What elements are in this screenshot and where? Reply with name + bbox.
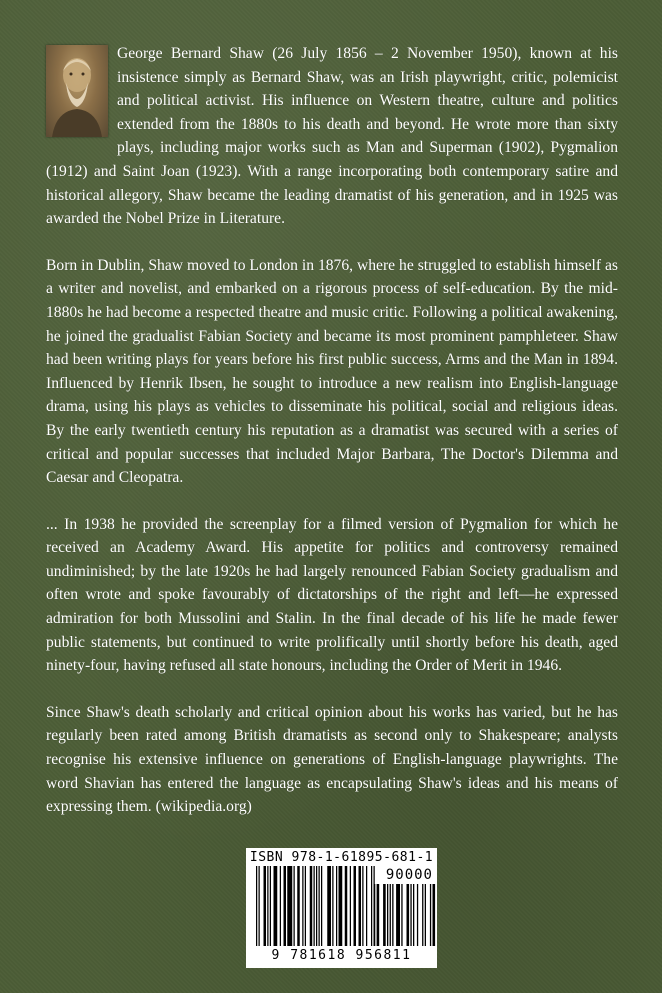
barcode-bar: [430, 884, 431, 946]
paragraph-1-text: George Bernard Shaw (26 July 1856 – 2 November 1950), known at his insistence simply as Bernard Shaw, was an Irish playwright, critic, polemicist and political activist. His influence on Western theatre, culture and politics extended from the 1880s to his death and beyond. He wrote more than sixty plays, including major works such as Man and Superman (1902), Pygmalion (1912) and Saint Joan (1923). With a range incorporating both contemporary satire and historical allegory, Shaw became the leading dramatist of his generation, and in 1925 was awarded the Nobel Prize in Literature.: [46, 45, 618, 228]
barcode-bar: [294, 866, 295, 946]
barcode-bar: [327, 866, 331, 946]
barcode-bar: [284, 866, 287, 946]
barcode-bar: [407, 884, 410, 946]
barcode-bar: [392, 884, 393, 946]
barcode-bar: [417, 884, 418, 946]
barcode-bar: [264, 866, 267, 946]
barcode-bar: [297, 866, 300, 946]
paragraph-1: [46, 42, 618, 231]
isbn-label: ISBN 978-1-61895-681-1: [249, 850, 434, 865]
barcode-bar: [401, 884, 402, 946]
barcode-bar: [274, 866, 278, 946]
barcode-bar: [316, 866, 317, 946]
barcode-bar: [387, 884, 388, 946]
price-code: 90000: [385, 867, 433, 883]
barcode-bar: [371, 866, 372, 946]
ean-digits: 9 781618 956811: [271, 948, 412, 963]
barcode-bar: [321, 866, 322, 946]
cover-text: [46, 42, 618, 842]
barcode-bar: [267, 866, 268, 946]
paragraph-3: ... In 1938 he provided the screenplay for a filmed version of Pygmalion for which he received an Academy Award. His appetite for politics and controversy remained undiminished; by the late 1920s he had largely renounced Fabian Society gradualism and often wrote and spoke favourably of dictatorships of the right and left—he expressed admiration for both Mussolini and Stalin. In the final decade of his life he made fewer public statements, but continued to write prolifically until shortly before his death, aged ninety-four, having refused all state honours, including the Order of Merit in 1946.: [46, 515, 618, 675]
barcode-bar: [256, 866, 257, 946]
barcode-bar: [366, 866, 367, 946]
barcode-bar: [345, 866, 348, 946]
barcode-bar: [280, 866, 281, 946]
barcode-bar: [362, 866, 363, 946]
barcode-bar: [259, 866, 260, 946]
barcode-bar: [350, 866, 351, 946]
barcode-bar: [319, 866, 320, 946]
barcode-bar: [354, 866, 357, 946]
barcode-bar: [374, 884, 375, 946]
barcode-bar: [425, 884, 426, 946]
barcode-bar: [396, 884, 400, 946]
barcode-bar: [383, 884, 386, 946]
paragraph-4: Since Shaw's death scholarly and critical opinion about his works has varied, but he has regularly been rated among British dramatists as second only to Shakespeare; analysts recognise his extensive influence on generations of English-language playwrights. The word Shavian has entered the language as encapsulating Shaw's ideas and his means of expressing them. (wikipedia.org): [46, 703, 618, 816]
barcode-bar: [433, 884, 436, 946]
barcode-bar: [377, 884, 380, 946]
barcode-bar: [339, 866, 343, 946]
barcode-bar: [410, 884, 411, 946]
portrait-icon: [46, 45, 108, 137]
barcode-bar: [270, 866, 271, 946]
isbn-barcode: [246, 848, 437, 968]
barcode-bar: [336, 866, 337, 946]
barcode-bar: [332, 866, 333, 946]
barcode-bar: [422, 884, 423, 946]
paragraph-2: Born in Dublin, Shaw moved to London in 1876, where he struggled to establish himself as a writer and novelist, and embarked on a rigorous process of self-education. By the mid-1880s he had become a respected theatre and music critic. Following a political awakening, he joined the gradualist Fabian Society and became its most prominent pamphleteer. Shaw had been writing plays for years before his first public success, Arms and the Man in 1894. Influenced by Henrik Ibsen, he sought to introduce a new realism into English-language drama, using his plays as vehicles to disseminate his political, social and religious ideas. By the early twentieth century his reputation as a dramatist was secured with a series of critical and popular successes that included Major Barbara, The Doctor's Dilemma and Caesar and Cleopatra.: [46, 256, 618, 487]
barcode-bar: [390, 884, 391, 946]
barcode-bar: [302, 866, 303, 946]
barcode-bar: [413, 884, 414, 946]
barcode-bar: [305, 866, 306, 946]
barcode-bar: [310, 866, 313, 946]
barcode-bar: [314, 866, 315, 946]
barcode-bar: [359, 866, 362, 946]
barcode-bar: [287, 866, 292, 946]
